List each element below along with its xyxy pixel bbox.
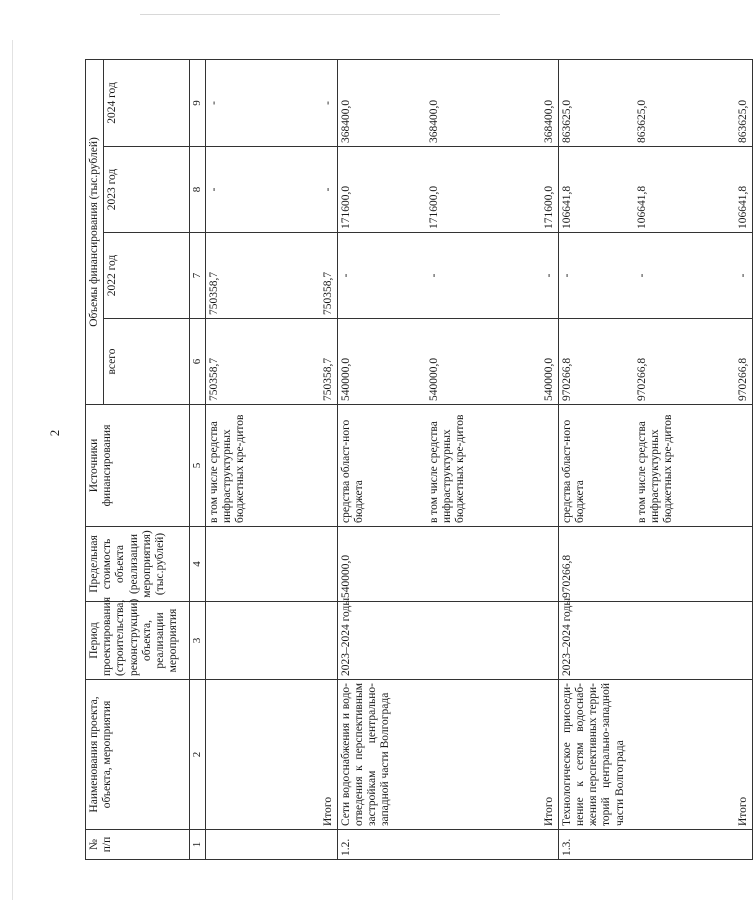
- source-cell: в том числе средства инфраструктурных бюджетных кре-дитов: [426, 405, 508, 527]
- period-cell: 2023–2024 годы: [558, 602, 752, 680]
- header-2023: 2023 год: [104, 147, 190, 233]
- y2023-cell: -: [205, 147, 319, 233]
- table-row: [337, 59, 425, 859]
- y2022-cell: 750358,7: [320, 233, 338, 319]
- header-name: Наименования проекта, объекта, мероприятия: [86, 680, 190, 830]
- col-number: 6: [190, 319, 206, 405]
- limit-cost-cell: 970266,8: [558, 527, 752, 602]
- y2022-cell: -: [508, 233, 559, 319]
- col-number: 7: [190, 233, 206, 319]
- header-volumes: Объемы финансирования (тыс.рублей): [86, 59, 104, 404]
- col-number: 8: [190, 147, 206, 233]
- total-label: Итого: [542, 796, 555, 826]
- header-period: Период проектирования (строительства, реконструкции) объекта, реализации мероприятия: [86, 602, 190, 680]
- source-cell: в том числе средства инфраструктурных бюджетных кре-дитов: [634, 405, 710, 527]
- total-cell: 750358,7: [205, 319, 319, 405]
- total-cell: 750358,7: [320, 319, 338, 405]
- y2024-cell: 863625,0: [634, 59, 710, 146]
- header-2022: 2022 год: [104, 233, 190, 319]
- header-total: всего: [104, 319, 190, 405]
- y2022-cell: -: [426, 233, 508, 319]
- project-name: Технологическое присоеди-нение к сетям водоснаб-жения перспективных терри-торий центрально-западной части Волгограда Итого: [558, 680, 752, 830]
- col-number: 2: [190, 680, 206, 830]
- table-row: [558, 59, 633, 859]
- y2023-cell: 171600,0: [337, 147, 425, 233]
- y2023-cell: 171600,0: [426, 147, 508, 233]
- y2024-cell: 368400,0: [337, 59, 425, 146]
- rotated-table-area: [85, 60, 749, 860]
- col-number: 9: [190, 59, 206, 146]
- limit-cost-cell: 540000,0: [337, 527, 558, 602]
- total-cell: 970266,8: [634, 319, 710, 405]
- source-cell: средства област-ного бюджета: [337, 405, 425, 527]
- y2022-cell: 750358,7: [205, 233, 319, 319]
- y2022-cell: -: [337, 233, 425, 319]
- total-cell: 540000,0: [508, 319, 559, 405]
- total-label: Итого: [736, 796, 749, 826]
- total-cell: 540000,0: [337, 319, 425, 405]
- header-limit-cost: Предельная стоимость объекта (реализации мероприятия) (тыс.рублей): [86, 527, 190, 602]
- y2023-cell: 106641,8: [710, 147, 753, 233]
- y2024-cell: 863625,0: [710, 59, 753, 146]
- table-row: [320, 59, 338, 859]
- source-cell: в том числе средства инфраструктурных бюджетных кре-дитов: [205, 405, 319, 527]
- col-number: 1: [190, 830, 206, 860]
- table-row: [205, 59, 319, 859]
- y2024-cell: 368400,0: [426, 59, 508, 146]
- total-cell: 540000,0: [426, 319, 508, 405]
- y2022-cell: -: [710, 233, 753, 319]
- page-edge-left: [12, 40, 13, 900]
- y2024-cell: -: [320, 59, 338, 146]
- y2023-cell: 171600,0: [508, 147, 559, 233]
- y2024-cell: 368400,0: [508, 59, 559, 146]
- page-number: 2: [47, 429, 62, 437]
- col-number: 3: [190, 602, 206, 680]
- y2023-cell: 106641,8: [634, 147, 710, 233]
- y2023-cell: 106641,8: [558, 147, 633, 233]
- y2024-cell: -: [205, 59, 319, 146]
- total-cell: 970266,8: [558, 319, 633, 405]
- header-sources: Источники финансирования: [86, 405, 190, 527]
- col-number: 4: [190, 527, 206, 602]
- header-2024: 2024 год: [104, 59, 190, 146]
- y2024-cell: 863625,0: [558, 59, 633, 146]
- col-number: 5: [190, 405, 206, 527]
- row-number: 1.2.: [337, 830, 558, 860]
- y2022-cell: -: [558, 233, 633, 319]
- period-cell: 2023–2024 годы: [337, 602, 558, 680]
- financing-table: [85, 59, 753, 860]
- page-edge-top: [140, 14, 500, 15]
- row-number: 1.3.: [558, 830, 752, 860]
- project-name: Сети водоснабжения и водо-отведения к перспективным застройкам центрально-западной части Волгограда Итого: [337, 680, 558, 830]
- header-number: № п/п: [86, 830, 190, 860]
- source-cell: средства област-ного бюджета: [558, 405, 633, 527]
- total-cell: 970266,8: [710, 319, 753, 405]
- y2022-cell: -: [634, 233, 710, 319]
- total-label: Итого: [320, 680, 338, 830]
- y2023-cell: -: [320, 147, 338, 233]
